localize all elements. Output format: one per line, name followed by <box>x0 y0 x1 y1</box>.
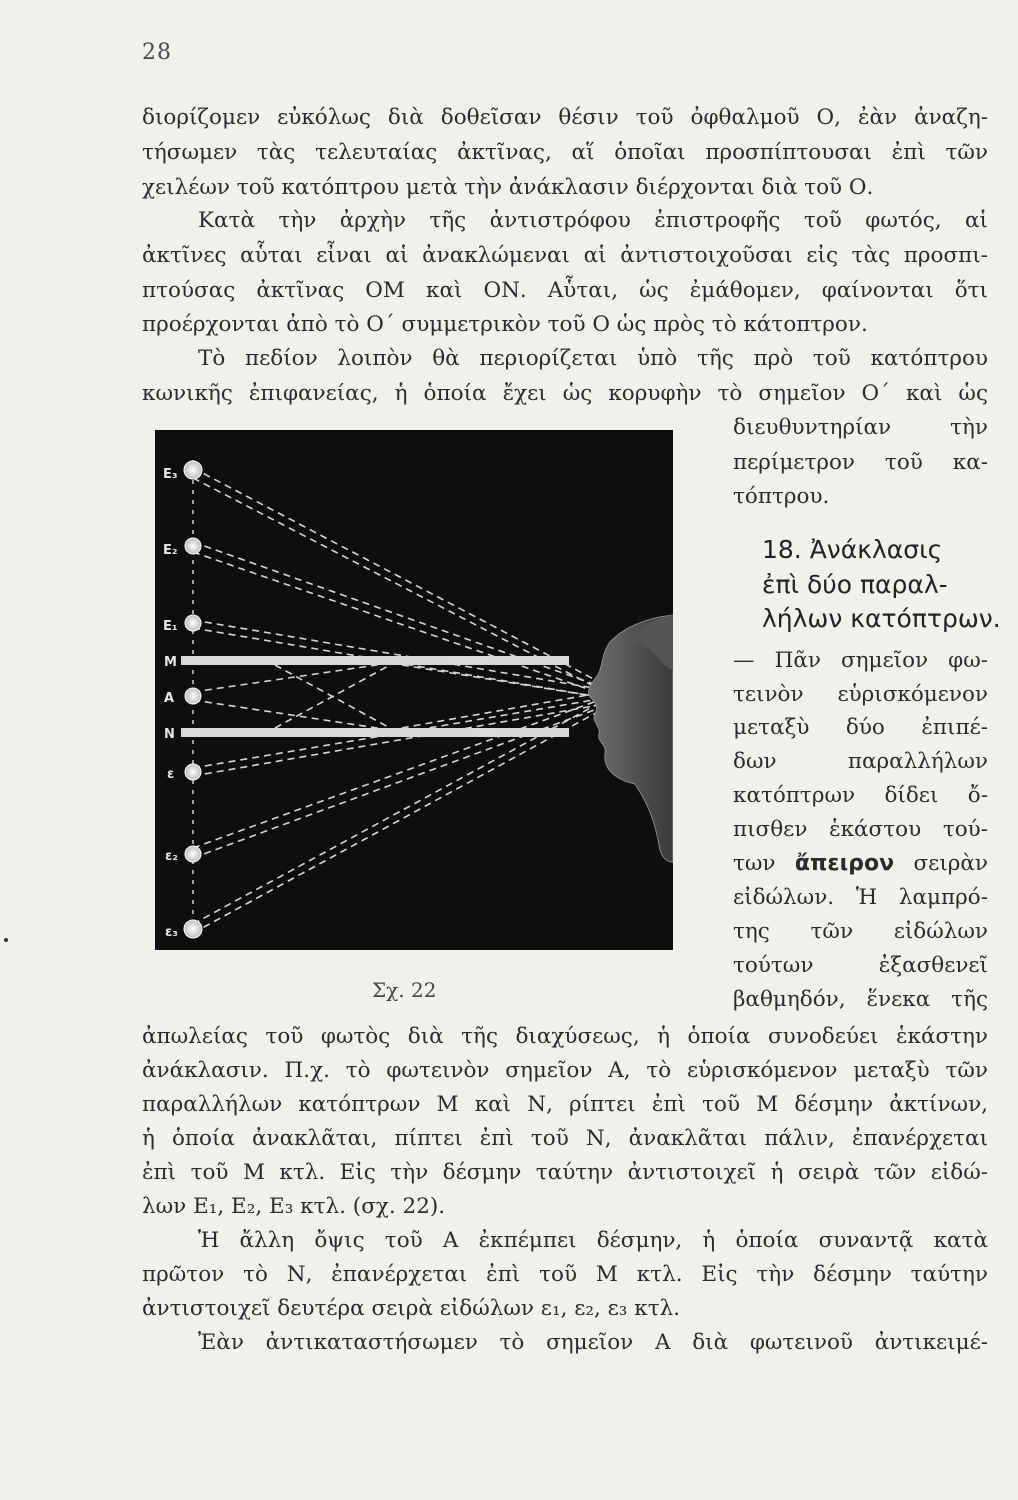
ray-e2-upper <box>193 698 605 848</box>
text-line: τεινὸν εὑρισκόμενον <box>733 682 988 707</box>
text-line: πτούσας ἀκτῖνας ΟΜ καὶ ΟΝ. Αὗται, ὡς ἐμάθομεν, φαίνονται ὅτι <box>142 278 988 303</box>
text-line: ἐπὶ τοῦ Μ κτλ. Εἰς τὴν δέσμην ταύτην ἀντιστοιχεῖ ἡ σειρὰ τῶν εἰδώ- <box>142 1160 988 1185</box>
text-line: προέρχονται ἀπὸ τὸ Ο΄ συμμετρικὸν τοῦ Ο ὡς πρὸς τὸ κάτοπτρον. <box>142 312 868 337</box>
text-line: πισθεν ἑκάστου τού- <box>733 817 988 842</box>
point-E1 <box>185 615 201 631</box>
text-line: δων παραλλήλων <box>733 749 988 774</box>
text-line: Κατὰ τὴν ἀρχὴν τῆς ἀντιστρόφου ἐπιστροφῆς τοῦ φωτός, αἱ <box>198 208 988 233</box>
text-line: χειλέων τοῦ κατόπτρου μετὰ τὴν ἀνάκλασιν διέρχονται διὰ τοῦ Ο. <box>142 175 874 200</box>
point-E2 <box>185 538 201 554</box>
text-line: εἰδώλων. Ἡ λαμπρό- <box>733 885 988 910</box>
point-e1 <box>185 764 201 780</box>
ray-e1-lower <box>193 704 605 776</box>
mirror-M <box>181 656 569 665</box>
text-line: ἀνάκλασιν. Π.χ. τὸ φωτεινὸν σημεῖον Α, τὸ εὑρισκόμενον μεταξὺ τῶν <box>142 1058 988 1083</box>
ray-A-down <box>193 700 390 730</box>
ray-E2-upper <box>193 542 605 688</box>
text-line: Ἡ ἄλλη ὄψις τοῦ Α ἐκπέμπει δέσμην, ἡ ὁποία συναντᾷ κατὰ <box>198 1228 988 1253</box>
point-A <box>185 688 201 704</box>
ray-E3-upper <box>193 468 605 685</box>
text-line: ἀντιστοιχεῖ δευτέρα σειρὰ εἰδώλων ε₁, ε₂, ε₃ κτλ. <box>142 1296 681 1321</box>
emphasized-word: ἄπειρον <box>794 851 895 876</box>
scan-speck <box>4 938 8 942</box>
text-line-with-emphasis <box>733 850 988 878</box>
text-line: βαθμηδόν, ἕνεκα τῆς <box>733 987 988 1012</box>
text-line: διευθυντηρίαν τὴν <box>733 415 988 440</box>
text-line: λων Ε₁, Ε₂, Ε₃ κτλ. (σχ. 22). <box>142 1194 446 1219</box>
label-N: N <box>164 727 175 742</box>
label-e3: ε₃ <box>165 925 178 940</box>
ray-E1-upper <box>193 620 605 690</box>
text-line: τήσωμεν τὰς τελευταίας ἀκτῖνας, αἵ ὁποῖαι προσπίπτουσαι ἐπὶ τῶν <box>142 140 988 165</box>
text-line: μεταξὺ δύο ἐπιπέ- <box>733 715 988 740</box>
label-E2: E₂ <box>163 543 178 558</box>
section-heading-line: λήλων κατόπτρων. <box>762 604 1001 633</box>
section-heading-line: ἐπὶ δύο παραλ- <box>762 570 948 599</box>
text-line: Τὸ πεδίον λοιπὸν θὰ περιορίζεται ὑπὸ τῆς πρὸ τοῦ κατόπτρου <box>198 346 988 371</box>
label-e2: ε₂ <box>165 849 178 864</box>
point-e2 <box>185 846 201 862</box>
text-fragment: των <box>733 851 776 876</box>
text-fragment: σειρὰν <box>913 851 988 876</box>
label-E1: E₁ <box>163 619 178 634</box>
ray-e3-lower <box>193 708 605 933</box>
figure-caption: Σχ. 22 <box>372 978 437 1002</box>
text-line: παραλλήλων κατόπτρων Μ καὶ Ν, ρίπτει ἐπὶ τοῦ Μ δέσμην ἀκτίνων, <box>142 1092 988 1117</box>
label-A: A <box>164 691 175 706</box>
text-line: διορίζομεν εὐκόλως διὰ δοθεῖσαν θέσιν τοῦ ὀφθαλμοῦ Ο, ἐὰν ἀναζη- <box>142 105 988 130</box>
text-line: κατόπτρων δίδει ὄ- <box>733 783 988 808</box>
ray-zig-4 <box>390 692 605 730</box>
text-line: — Πᾶν σημεῖον φω- <box>733 648 988 673</box>
point-E3 <box>184 461 202 479</box>
text-line: πρῶτον τὸ Ν, ἐπανέρχεται ἐπὶ τοῦ Μ κτλ. Εἰς τὴν δέσμην ταύτην <box>142 1262 988 1287</box>
ray-zig-3 <box>390 663 605 698</box>
text-line: ἀκτῖνες αὗται εἶναι αἱ ἀνακλώμεναι αἱ ἀντιστοιχοῦσαι εἰς τὰς προσπι- <box>142 243 988 268</box>
ray-A-up <box>193 663 390 692</box>
figure-svg <box>155 430 673 950</box>
point-e3 <box>184 920 202 938</box>
text-line: περίμετρον τοῦ κα- <box>733 450 988 475</box>
text-line: της τῶν εἰδώλων <box>733 919 988 944</box>
figure-parallel-mirrors <box>155 430 673 950</box>
label-M: M <box>164 655 177 670</box>
text-line: τόπτρου. <box>733 484 830 509</box>
ray-E2-lower <box>193 552 605 695</box>
label-e1: ε <box>167 767 175 782</box>
text-line: Ἐὰν ἀντικαταστήσωμεν τὸ σημεῖον Α διὰ φωτεινοῦ ἀντικειμέ- <box>198 1330 988 1355</box>
page-number: 28 <box>142 40 172 65</box>
text-line: κωνικῆς ἐπιφανείας, ἡ ὁποία ἔχει ὡς κορυφὴν τὸ σημεῖον Ο΄ καὶ ὡς <box>142 381 988 406</box>
text-line: ἡ ὁποία ἀνακλᾶται, πίπτει ἐπὶ τοῦ Ν, ἀνακλᾶται πάλιν, ἐπανέρχεται <box>142 1126 988 1151</box>
text-line: ἀπωλείας τοῦ φωτὸς διὰ τῆς διαχύσεως, ἡ ὁποία συνοδεύει ἑκάστην <box>142 1024 988 1049</box>
section-heading-line: 18. Ἀνάκλασις <box>762 535 943 564</box>
label-E3: E₃ <box>163 467 178 482</box>
text-line: τούτων ἐξασθενεῖ <box>733 953 988 978</box>
